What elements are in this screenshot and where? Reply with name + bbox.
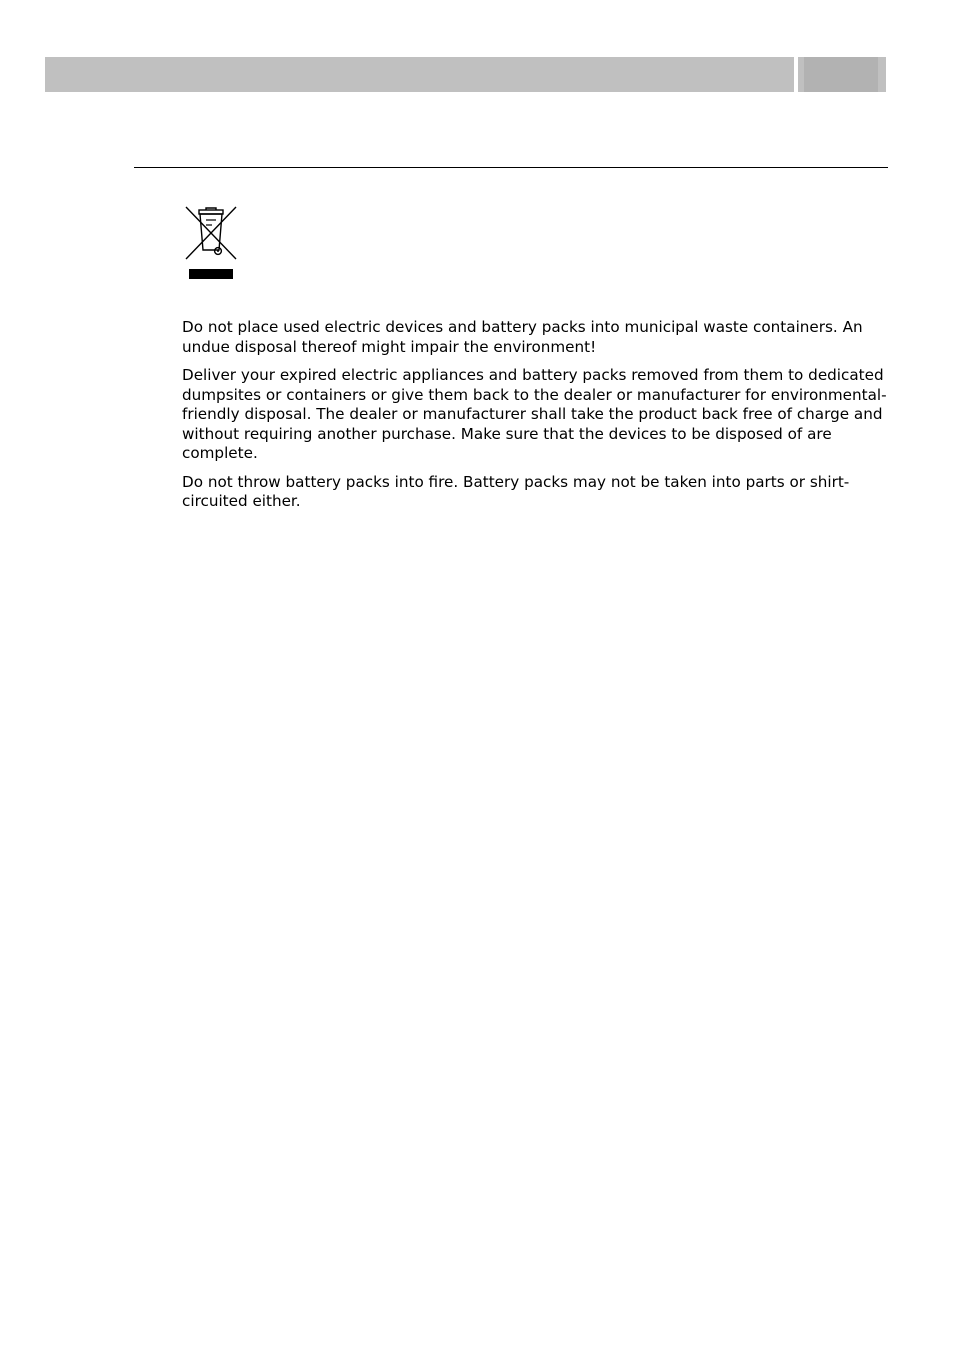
header-bar <box>45 57 794 92</box>
section-divider <box>134 167 888 168</box>
header-page-tab-inner <box>804 57 878 92</box>
header-page-tab <box>798 57 886 92</box>
crossed-out-wheelie-bin-icon <box>184 205 238 283</box>
paragraph-battery-fire: Do not throw battery packs into fire. Battery packs may not be taken into parts or shirt-circuited either. <box>182 472 850 510</box>
paragraph-deliver-to-dealer: Deliver your expired electric appliances and battery packs removed from them to dedicated dumpsites or containers or give them back to the dealer or manufacturer for environmental-friendly disposal. The dealer or manufacturer shall take the product back free of charge and without requiring another purchase. Make sure that the devices to be disposed of are complete. <box>182 366 887 462</box>
disposal-instructions <box>182 318 890 521</box>
paragraph-municipal-waste: Do not place used electric devices and battery packs into municipal waste containers. An undue disposal thereof might impair the environment! <box>182 318 863 356</box>
